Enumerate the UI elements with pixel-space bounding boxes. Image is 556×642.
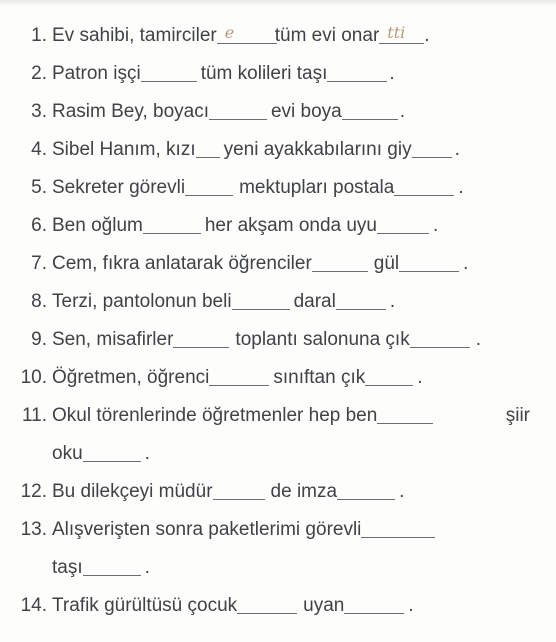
exercise-row [0,350,556,390]
exercise-row [0,46,556,86]
exercise-row [0,84,556,124]
exercise-row [0,426,556,466]
sentence-text: toplantı salonuna çık [235,329,410,350]
row-number: 11. [21,405,47,426]
sentence-text: Öğretmen, öğrenci [52,367,210,388]
exercise-row [0,464,556,504]
exercise-row [0,578,556,618]
sentence-period: . [417,367,423,388]
sentence-text: daral [293,291,336,312]
answer-blank[interactable] [377,213,429,234]
answer-blank[interactable] [83,441,141,462]
exercise-row [0,274,556,314]
answer-blank[interactable] [312,251,368,272]
exercise-row [0,502,556,542]
row-number: 10. [20,367,47,388]
row-number: 3. [31,101,47,122]
sentence-text: taşı [52,557,83,578]
sentence-text: Sibel Hanım, kızı [52,139,196,160]
sentence-text: gül [373,253,400,274]
sentence-period: . [389,291,396,312]
answer-blank[interactable] [237,593,297,614]
sentence-text: de imza [270,481,338,502]
answer-blank[interactable] [336,289,386,310]
sentence-text: oku [52,443,83,464]
answer-blank[interactable] [399,251,459,272]
answer-blank[interactable] [209,365,269,386]
answer-blank[interactable] [342,99,398,120]
sentence-period: . [144,443,150,464]
row-number: 14. [20,595,47,616]
sentence-text: evi boya [270,101,342,122]
answer-blank[interactable] [185,175,233,196]
sentence-text: Rasim Bey, boyacı [52,101,209,122]
answer-blank[interactable] [173,327,229,348]
answer-blank[interactable] [394,175,454,196]
handwritten-answer: tti [387,23,406,42]
sentence-period: . [433,215,439,236]
sentence-text: sınıftan çık [273,367,366,388]
sentence-text: Ev sahibi, tamirciler [52,25,217,46]
sentence-text: mektupları postala [239,177,395,198]
sentence-period: . [144,557,150,578]
sentence-text: şiir [505,405,530,426]
exercise-row [0,388,556,428]
answer-blank[interactable] [344,593,404,614]
sentence-text: Cem, fıkra anlatarak öğrenciler [52,253,312,274]
exercise-row [0,160,556,200]
answer-blank[interactable] [410,327,470,348]
sentence-text: Sekreter görevli [52,177,186,198]
exercise-row [0,198,556,238]
sentence-period: . [399,101,406,122]
answer-blank[interactable] [337,479,395,500]
sentence-text: uyan [303,595,345,616]
answer-blank[interactable] [361,517,435,538]
answer-blank[interactable] [143,213,201,234]
answer-blank[interactable] [141,61,197,82]
answer-blank[interactable] [232,289,290,310]
answer-blank[interactable] [327,61,387,82]
sentence-period: . [463,253,469,274]
row-number: 8. [31,291,47,312]
sentence-text: tüm kolileri taşı [200,63,328,84]
exercise-row [0,122,556,162]
sentence-period: . [454,139,460,160]
answer-blank[interactable] [209,99,267,120]
sentence-period: . [408,595,414,616]
sentence-text: Bu dilekçeyi müdür [52,481,213,502]
handwritten-answer: e [224,23,235,42]
answer-blank[interactable] [196,137,220,158]
row-number: 1. [31,25,47,46]
answer-blank[interactable] [379,23,424,44]
sentence-text: tüm evi onar [274,25,380,46]
row-number: 5. [31,177,47,198]
sentence-period: . [389,63,395,84]
exercise-row [0,236,556,276]
sentence-period: . [475,329,481,350]
answer-blank[interactable] [213,479,265,500]
answer-blank[interactable] [377,403,433,424]
exercise-row [0,312,556,352]
sentence-text: Terzi, pantolonun beli [52,291,232,312]
sentence-period: . [424,25,430,46]
answer-blank[interactable] [412,137,452,158]
exercise-row [0,540,556,580]
sentence-text: her akşam onda uyu [204,215,378,236]
sentence-period: . [399,481,405,502]
row-number: 2. [31,63,47,84]
sentence-text: Sen, misafirler [52,329,174,350]
row-number: 6. [31,215,47,236]
sentence-text: Patron işçi [52,63,141,84]
sentence-text: Trafik gürültüsü çocuk [52,595,238,616]
row-number: 12. [20,481,47,502]
row-number: 9. [31,329,47,350]
row-number: 7. [31,253,47,274]
answer-blank[interactable] [217,23,277,44]
sentence-text: yeni ayakkabılarını giy [223,139,412,160]
scan-shadow [0,0,556,6]
sentence-text: Okul törenlerinde öğretmenler hep ben [52,405,378,426]
sentence-text: Ben oğlum [52,215,143,236]
row-number: 13. [20,519,47,540]
sentence-text: Alışverişten sonra paketlerimi görevli [52,519,362,540]
answer-blank[interactable] [83,555,141,576]
answer-blank[interactable] [365,365,413,386]
exercise-row [0,8,556,48]
sentence-period: . [458,177,464,198]
row-number: 4. [31,139,47,160]
